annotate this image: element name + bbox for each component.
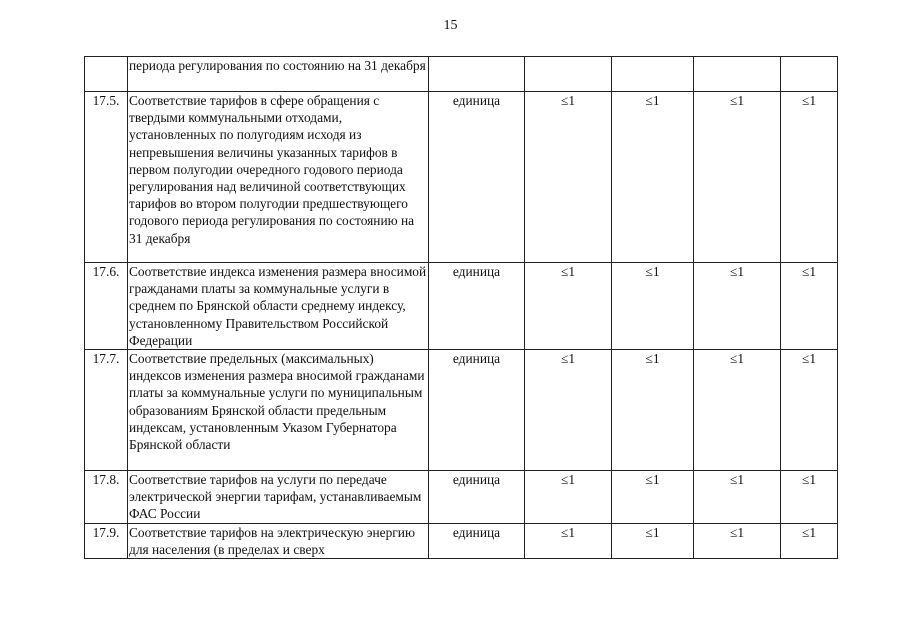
row-number: 17.9.	[85, 523, 128, 558]
value-cell	[781, 57, 838, 92]
indicator-text: Соответствие тарифов на услуги по передаче электрической энергии тарифам, устанавливаемым ФАС России	[128, 471, 429, 524]
value-cell: ≤1	[781, 350, 838, 471]
value-cell: ≤1	[525, 471, 612, 524]
value-cell: ≤1	[694, 350, 781, 471]
unit-cell: единица	[429, 471, 525, 524]
value-cell: ≤1	[612, 263, 694, 350]
value-cell: ≤1	[525, 92, 612, 263]
value-cell: ≤1	[781, 523, 838, 558]
indicator-text: Соответствие тарифов в сфере обращения с твердыми коммунальными отходами, установленных по полугодиям исходя из непревышения величины указанных тарифов в первом полугодии очередного годового периода регулирования над величиной соответствующих тарифов во втором полугодии предшествующего годового периода регулирования по состоянию на 31 декабря	[128, 92, 429, 263]
unit-cell: единица	[429, 523, 525, 558]
value-cell	[694, 57, 781, 92]
value-cell	[612, 57, 694, 92]
unit-cell	[429, 57, 525, 92]
indicator-text: Соответствие предельных (максимальных) индексов изменения размера вносимой гражданами платы за коммунальные услуги по муниципальным образованиям Брянской области предельным индексам, установленным Указом Губернатора Брянской области	[128, 350, 429, 471]
table-row	[85, 57, 838, 92]
indicator-text: Соответствие индекса изменения размера вносимой гражданами платы за коммунальные услуги в среднем по Брянской области среднему индексу, установленному Правительством Российской Федерации	[128, 263, 429, 350]
value-cell: ≤1	[781, 263, 838, 350]
row-number: 17.8.	[85, 471, 128, 524]
value-cell: ≤1	[612, 523, 694, 558]
value-cell: ≤1	[525, 350, 612, 471]
value-cell: ≤1	[612, 92, 694, 263]
indicator-text: Соответствие тарифов на электрическую энергию для населения (в пределах и сверх	[128, 523, 429, 558]
row-number: 17.6.	[85, 263, 128, 350]
value-cell: ≤1	[694, 471, 781, 524]
value-cell: ≤1	[612, 471, 694, 524]
unit-cell: единица	[429, 350, 525, 471]
row-number: 17.5.	[85, 92, 128, 263]
table-row	[85, 350, 838, 471]
page-number: 15	[443, 18, 458, 33]
value-cell: ≤1	[694, 263, 781, 350]
value-cell: ≤1	[694, 92, 781, 263]
value-cell: ≤1	[781, 471, 838, 524]
table-row	[85, 523, 838, 558]
indicators-table	[84, 56, 838, 559]
value-cell: ≤1	[525, 523, 612, 558]
unit-cell: единица	[429, 263, 525, 350]
table-row	[85, 263, 838, 350]
row-number	[85, 57, 128, 92]
value-cell: ≤1	[612, 350, 694, 471]
table-row	[85, 92, 838, 263]
unit-cell: единица	[429, 92, 525, 263]
value-cell	[525, 57, 612, 92]
value-cell: ≤1	[781, 92, 838, 263]
value-cell: ≤1	[525, 263, 612, 350]
table-row	[85, 471, 838, 524]
indicator-text: периода регулирования по состоянию на 31 декабря	[128, 57, 429, 92]
row-number: 17.7.	[85, 350, 128, 471]
value-cell: ≤1	[694, 523, 781, 558]
